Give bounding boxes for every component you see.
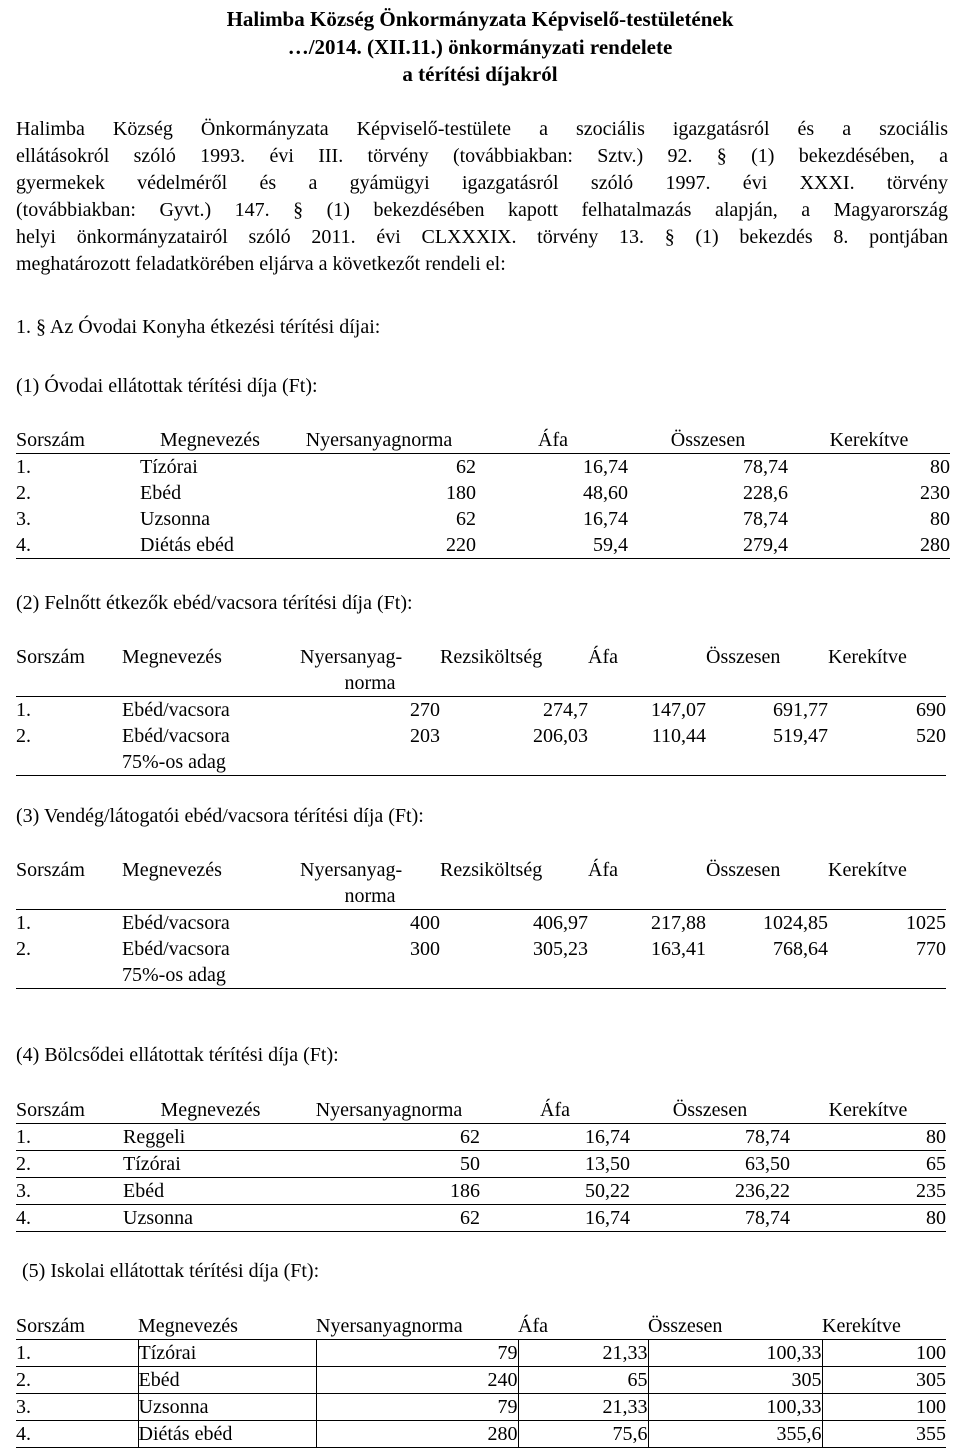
table-cell: Ebéd <box>140 482 182 504</box>
table-cell: 75%-os adag <box>122 749 300 776</box>
table-cell: Ebéd <box>138 1367 316 1394</box>
table-row-cont <box>16 749 946 776</box>
table-cell: 305 <box>822 1367 946 1394</box>
table-cell: 1025 <box>906 912 946 934</box>
table-row <box>16 532 950 559</box>
table-cell: 75,6 <box>518 1421 648 1448</box>
table-cell: Uzsonna <box>138 1394 316 1421</box>
column-header: Nyersanyagnorma <box>316 1313 518 1340</box>
table-cell: 65 <box>518 1367 648 1394</box>
table-cell: 186 <box>298 1178 480 1205</box>
column-header: Összesen <box>706 859 781 881</box>
column-header: Megnevezés <box>122 646 222 668</box>
table-cell: 2. <box>16 725 31 747</box>
table-cell: 100 <box>822 1340 946 1367</box>
table-row <box>16 910 946 937</box>
table-cell: 79 <box>316 1394 518 1421</box>
intro-line: ellátásokról szóló 1993. évi III. törvény (továbbiakban: Sztv.) 92. § (1) bekezdésében, a <box>16 145 948 167</box>
column-header: Megnevezés <box>140 427 280 454</box>
column-header: Áfa <box>478 427 628 454</box>
table-cell: 274,7 <box>543 699 588 721</box>
column-header: Megnevezés <box>122 859 222 881</box>
table-cell: 80 <box>930 508 950 530</box>
table-row <box>16 454 950 481</box>
table-cell: 63,50 <box>630 1151 790 1178</box>
table-cell: 48,60 <box>583 482 628 504</box>
table-cell: 305,23 <box>533 938 588 960</box>
table-cell: 270 <box>410 699 440 721</box>
column-header: Áfa <box>518 1313 648 1340</box>
column-header: norma <box>300 883 440 910</box>
table-cell: 2. <box>16 482 31 504</box>
table-cell: Tízórai <box>138 1340 316 1367</box>
table-cell: 2. <box>16 938 31 960</box>
table-cell: Uzsonna <box>123 1205 298 1232</box>
table-cell: 280 <box>788 532 950 559</box>
intro-line: helyi önkormányzatairól szóló 2011. évi CLXXXIX. törvény 13. § (1) bekezdés 8. pontjában <box>16 226 948 248</box>
table-header-row <box>16 427 950 454</box>
table3 <box>16 857 946 989</box>
table-cell: 3. <box>16 1178 123 1205</box>
column-header: Sorszám <box>16 427 140 454</box>
column-header: Áfa <box>480 1097 630 1124</box>
table-cell: 519,47 <box>773 725 828 747</box>
table-cell: 768,64 <box>773 938 828 960</box>
table-cell: Ebéd <box>123 1178 298 1205</box>
table4 <box>16 1097 946 1232</box>
column-header: Áfa <box>588 859 618 881</box>
table4-caption: (4) Bölcsődei ellátottak térítési díja (Ft): <box>16 1044 339 1066</box>
table-cell: 100,33 <box>648 1340 822 1367</box>
column-header: Áfa <box>588 646 618 668</box>
table-cell: Reggeli <box>123 1124 298 1151</box>
table5-caption: (5) Iskolai ellátottak térítési díja (Ft): <box>22 1260 320 1282</box>
section-heading: 1. § Az Óvodai Konyha étkezési térítési díjai: <box>16 316 381 338</box>
table-cell: Ebéd/vacsora <box>122 938 230 960</box>
intro-line: (továbbiakban: Gyvt.) 147. § (1) bekezdésében kapott felhatalmazás alapján, a Magyarország <box>16 199 948 221</box>
table-cell: 62 <box>298 1205 480 1232</box>
table-cell: 220 <box>280 532 478 559</box>
column-header: Kerekítve <box>828 859 907 881</box>
table-cell: 78,74 <box>743 456 788 478</box>
table-cell: 16,74 <box>583 456 628 478</box>
table-cell: 240 <box>316 1367 518 1394</box>
table-cell: 100 <box>822 1394 946 1421</box>
table-cell: 62 <box>456 508 476 530</box>
table-cell: 80 <box>790 1124 946 1151</box>
table-row <box>16 480 950 506</box>
table-row <box>16 697 946 724</box>
table-row <box>16 1340 946 1367</box>
column-header: Összesen <box>630 1097 790 1124</box>
document-title-line1: Halimba Község Önkormányzata Képviselő-testületének <box>226 7 734 31</box>
column-header: Kerekítve <box>790 1097 946 1124</box>
table-cell: 147,07 <box>651 699 706 721</box>
table-row-cont <box>16 962 946 989</box>
table-cell: 770 <box>916 938 946 960</box>
table-cell: Uzsonna <box>140 508 210 530</box>
table-cell: 305 <box>648 1367 822 1394</box>
table-cell: 1. <box>16 456 31 478</box>
table-cell: 1. <box>16 1124 123 1151</box>
column-header: Megnevezés <box>123 1097 298 1124</box>
table-cell: 3. <box>16 508 31 530</box>
table-cell: 235 <box>790 1178 946 1205</box>
table-row <box>16 1421 946 1448</box>
table-cell: 75%-os adag <box>122 962 300 989</box>
column-header: Összesen <box>706 646 781 668</box>
table-cell: 355,6 <box>648 1421 822 1448</box>
table-cell: 217,88 <box>651 912 706 934</box>
table-cell: 78,74 <box>630 1205 790 1232</box>
table-row <box>16 1124 946 1151</box>
table-cell: 300 <box>410 938 440 960</box>
table-cell: 228,6 <box>743 482 788 504</box>
table-cell: 59,4 <box>478 532 628 559</box>
table1 <box>16 427 950 559</box>
table-cell: 1024,85 <box>763 912 828 934</box>
table-cell: 21,33 <box>518 1394 648 1421</box>
table-cell: 355 <box>822 1421 946 1448</box>
table-cell: Diétás ebéd <box>140 532 280 559</box>
column-header: Nyersanyag- <box>300 646 403 668</box>
table-cell: 4. <box>16 1421 138 1448</box>
table-cell: 50,22 <box>480 1178 630 1205</box>
table-row <box>16 1151 946 1178</box>
table-cell: 78,74 <box>630 1124 790 1151</box>
table-cell: 1. <box>16 1340 138 1367</box>
column-header: Kerekítve <box>788 427 950 454</box>
table-cell: 4. <box>16 532 140 559</box>
table-cell: 16,74 <box>480 1205 630 1232</box>
table3-caption: (3) Vendég/látogatói ebéd/vacsora térítési díja (Ft): <box>16 805 424 827</box>
table-cell: 691,77 <box>773 699 828 721</box>
document-title-line2: …/2014. (XII.11.) önkormányzati rendelete <box>287 35 673 59</box>
table-cell: 79 <box>316 1340 518 1367</box>
table-cell: 206,03 <box>533 725 588 747</box>
table-cell: 80 <box>930 456 950 478</box>
table1-caption: (1) Óvodai ellátottak térítési díja (Ft): <box>16 375 318 397</box>
table-cell: 230 <box>920 482 950 504</box>
column-header: Sorszám <box>16 646 85 668</box>
table-cell: 1. <box>16 912 31 934</box>
table-row <box>16 506 950 532</box>
table-cell: 180 <box>446 482 476 504</box>
document-title-line3: a térítési díjakról <box>402 62 558 86</box>
table-cell: 100,33 <box>648 1394 822 1421</box>
table-cell: 163,41 <box>651 938 706 960</box>
table-header-row <box>16 1313 946 1340</box>
column-header: Nyersanyagnorma <box>280 427 478 454</box>
column-header: Sorszám <box>16 859 85 881</box>
table-cell: Tízórai <box>140 456 198 478</box>
table-cell: 110,44 <box>651 725 706 747</box>
table-cell: 520 <box>916 725 946 747</box>
intro-line: meghatározott feladatkörében eljárva a következőt rendeli el: <box>16 253 506 275</box>
column-header: Kerekítve <box>828 646 907 668</box>
table-row <box>16 1394 946 1421</box>
table-header-row <box>16 644 946 670</box>
table-cell: 65 <box>790 1151 946 1178</box>
column-header: Nyersanyag- <box>300 859 403 881</box>
table-row <box>16 723 946 749</box>
table-cell: 3. <box>16 1394 138 1421</box>
table-cell: Diétás ebéd <box>138 1421 316 1448</box>
column-header: norma <box>300 670 440 697</box>
table-row <box>16 1205 946 1232</box>
table2-caption: (2) Felnőtt étkezők ebéd/vacsora térítési díja (Ft): <box>16 592 413 614</box>
table-cell: 62 <box>456 456 476 478</box>
column-header: Nyersanyagnorma <box>298 1097 480 1124</box>
table-cell: 236,22 <box>630 1178 790 1205</box>
table-cell: Ebéd/vacsora <box>122 725 230 747</box>
table-cell: 80 <box>790 1205 946 1232</box>
table-row <box>16 1367 946 1394</box>
column-header: Rezsiköltség <box>440 646 543 668</box>
intro-line: gyermekek védelméről és a gyámügyi igazgatásról szóló 1997. évi XXXI. törvény <box>16 172 948 194</box>
column-header: Megnevezés <box>138 1313 316 1340</box>
column-header: Összesen <box>628 427 788 454</box>
table-cell: Ebéd/vacsora <box>122 912 230 934</box>
table-header-row-cont <box>16 670 946 697</box>
table-row <box>16 1178 946 1205</box>
table-header-row <box>16 857 946 883</box>
table-cell: 21,33 <box>518 1340 648 1367</box>
column-header: Kerekítve <box>822 1313 946 1340</box>
column-header: Sorszám <box>16 1097 123 1124</box>
table-cell: 1. <box>16 699 31 721</box>
table-cell: 690 <box>916 699 946 721</box>
table2 <box>16 644 946 776</box>
table-header-row <box>16 1097 946 1124</box>
table-cell: 203 <box>410 725 440 747</box>
table-cell: 400 <box>410 912 440 934</box>
table5 <box>16 1313 946 1448</box>
table-cell: 13,50 <box>480 1151 630 1178</box>
table-cell: 16,74 <box>583 508 628 530</box>
column-header: Rezsiköltség <box>440 859 543 881</box>
table-cell: Ebéd/vacsora <box>122 699 230 721</box>
column-header: Sorszám <box>16 1313 138 1340</box>
table-row <box>16 936 946 962</box>
table-cell: 78,74 <box>743 508 788 530</box>
table-cell: Tízórai <box>123 1151 298 1178</box>
table-cell: 406,97 <box>533 912 588 934</box>
table-header-row-cont <box>16 883 946 910</box>
table-cell: 2. <box>16 1151 123 1178</box>
intro-line: Halimba Község Önkormányzata Képviselő-testülete a szociális igazgatásról és a szociális <box>16 118 948 140</box>
table-cell: 50 <box>298 1151 480 1178</box>
table-cell: 2. <box>16 1367 138 1394</box>
table-cell: 280 <box>316 1421 518 1448</box>
table-cell: 62 <box>298 1124 480 1151</box>
table-cell: 4. <box>16 1205 123 1232</box>
table-cell: 16,74 <box>480 1124 630 1151</box>
column-header: Összesen <box>648 1313 822 1340</box>
table-cell: 279,4 <box>628 532 788 559</box>
